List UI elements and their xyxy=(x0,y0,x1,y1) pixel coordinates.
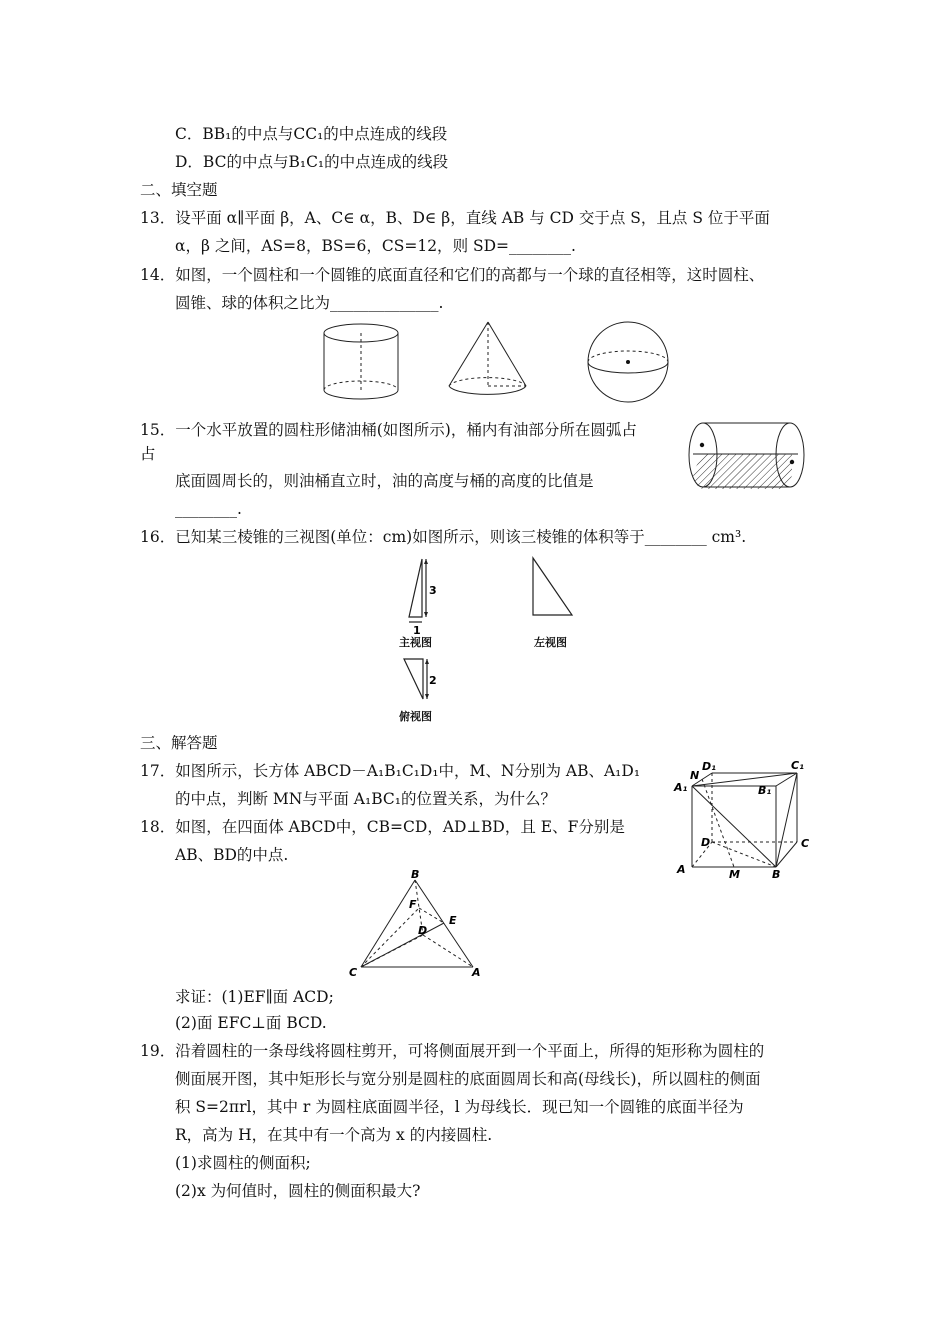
q14-line2: 圆锥、球的体积之比为______________. xyxy=(175,294,444,312)
q14-solids-figure xyxy=(318,318,678,404)
q15-line2: 底面圆周长的，则油桶直立时，油的高度与桶的高度的比值是 xyxy=(175,472,594,490)
q14-line1: 14．如图，一个圆柱和一个圆锥的底面直径和它们的高都与一个球的直径相等，这时圆柱、 xyxy=(140,266,765,284)
label-A: A xyxy=(472,966,481,978)
label-F: F xyxy=(409,898,417,911)
option-c: C．BB₁的中点与CC₁的中点连成的线段 xyxy=(175,125,448,143)
q19-line1: 19．沿着圆柱的一条母线将圆柱剪开，可将侧面展开到一个平面上，所得的矩形称为圆柱的 xyxy=(140,1042,765,1060)
left-view-figure xyxy=(528,555,578,621)
q15-line3: ________. xyxy=(175,500,242,518)
label-D: D xyxy=(701,836,711,849)
label-B: B xyxy=(772,868,781,881)
q19-line4: R，高为 H，在其中有一个高为 x 的内接圆柱. xyxy=(175,1126,493,1144)
q13-line1: 13．设平面 α∥平面 β，A、C∈ α，B、D∈ β，直线 AB 与 CD 交于点 S，且点 S 位于平面 xyxy=(140,209,770,227)
label-C: C xyxy=(801,837,810,850)
label-E: E xyxy=(449,914,457,927)
label-D: D xyxy=(418,924,428,937)
section-fill-in-heading: 二、填空题 xyxy=(140,181,218,199)
label-M: M xyxy=(729,868,740,881)
q18-proof1: 求证：(1)EF∥面 ACD; xyxy=(175,988,334,1006)
q17-line1: 17．如图所示，长方体 ABCD－A₁B₁C₁D₁中，M、N分别为 AB、A₁D₁ xyxy=(140,762,641,780)
cone-shape xyxy=(449,322,526,394)
label-C1: C₁ xyxy=(791,759,804,772)
label-B1: B₁ xyxy=(758,784,772,797)
dim-width-label: 1 xyxy=(413,624,421,635)
q19-line2: 侧面展开图，其中矩形长与宽分别是圆柱的底面圆周长和高(母线长)，所以圆柱的侧面 xyxy=(175,1070,761,1088)
tetrahedron-figure xyxy=(345,868,485,978)
label-A: A xyxy=(677,863,686,876)
q13-line2: α，β 之间，AS=8，BS=6，CS=12，则 SD=________. xyxy=(175,237,576,255)
option-d: D．BC的中点与B₁C₁的中点连成的线段 xyxy=(175,153,449,171)
q17-line2: 的中点，判断 MN与平面 A₁BC₁的位置关系，为什么？ xyxy=(175,790,556,808)
cylinder-shape xyxy=(324,324,398,399)
label-B: B xyxy=(411,868,420,881)
q19-line3: 积 S=2πrl，其中 r 为圆柱底面圆半径，l 为母线长．现已知一个圆锥的底面半径为 xyxy=(175,1098,744,1116)
q18-line2: AB、BD的中点. xyxy=(175,846,289,864)
oil-barrel-figure xyxy=(680,418,810,492)
dim-depth-label: 2 xyxy=(429,674,437,687)
top-view-figure xyxy=(400,655,450,705)
q19-part1: (1)求圆柱的侧面积; xyxy=(175,1154,311,1172)
q19-part2: (2)x 为何值时，圆柱的侧面积最大? xyxy=(175,1182,421,1200)
q18-line1: 18．如图，在四面体 ABCD中，CB=CD，AD⊥BD，且 E、F分别是 xyxy=(140,818,625,836)
q15-line1-wrap: 占 xyxy=(140,445,156,463)
q15-line1: 15．一个水平放置的圆柱形储油桶(如图所示)，桶内有油部分所在圆弧占 xyxy=(140,421,637,439)
section-answer-heading: 三、解答题 xyxy=(140,734,218,752)
label-C: C xyxy=(349,966,358,978)
label-N: N xyxy=(690,769,700,782)
q18-proof2: (2)面 EFC⊥面 BCD. xyxy=(175,1014,327,1032)
label-A1: A₁ xyxy=(674,781,688,794)
front-view-caption: 主视图 xyxy=(399,636,432,649)
q16-line1: 16．已知某三棱锥的三视图(单位：cm)如图所示，则该三棱锥的体积等于________ cm³. xyxy=(140,528,747,546)
label-D1: D₁ xyxy=(702,760,716,773)
dim-height-label: 3 xyxy=(429,584,437,597)
top-view-caption: 俯视图 xyxy=(399,710,432,723)
cuboid-figure xyxy=(672,757,812,882)
left-view-caption: 左视图 xyxy=(534,636,567,649)
front-view-figure xyxy=(395,555,455,635)
